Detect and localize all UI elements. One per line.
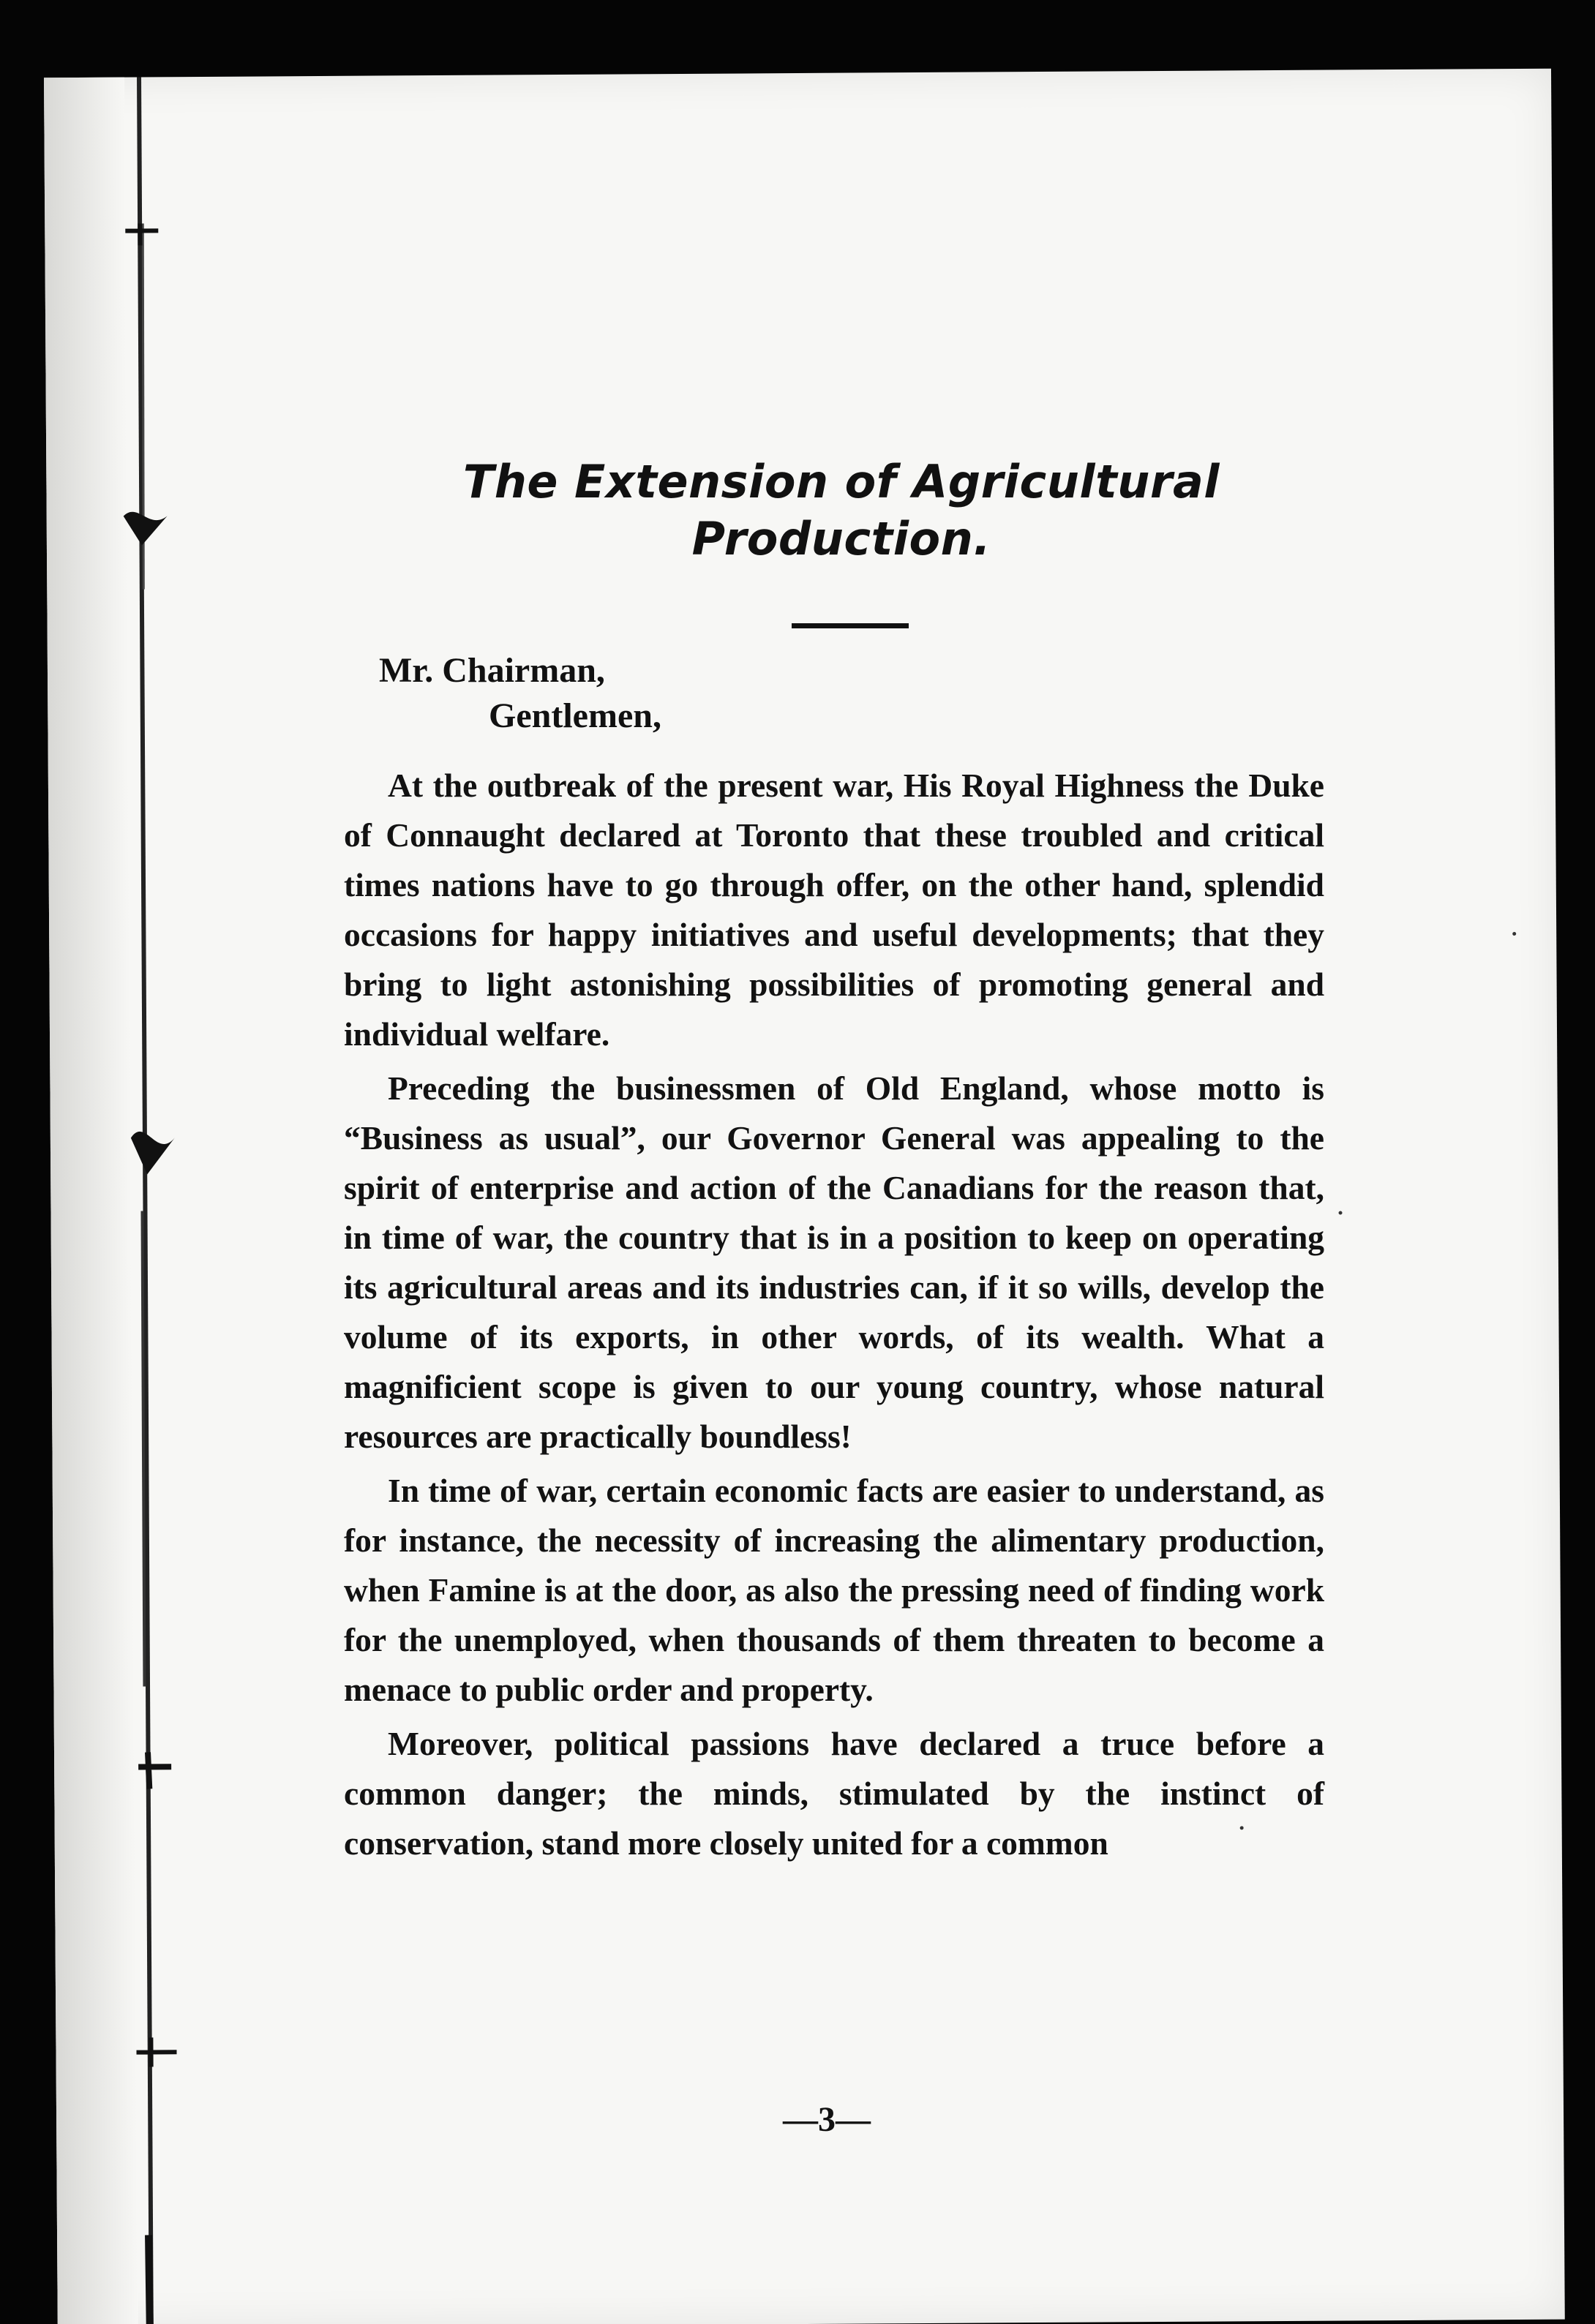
salutation [379,648,661,739]
title-line-1: The Extension of Agricultural [462,455,1220,508]
binding-stitch [95,77,197,2324]
salutation-line-2: Gentlemen, [489,696,661,735]
paragraph-1: At the outbreak of the present war, His Royal Highness the Duke of Connaught declared at Toronto that these troubled and critical times nations have to go through offer, on the other hand, splendid occasions for happy initiatives and useful developments; that they bring to light astonishing possibilities of promoting general and individual welfare. [344,767,1324,1053]
salutation-line-1: Mr. Chairman, [379,651,605,690]
page-number: —3— [783,2100,871,2139]
paper-speck [1512,932,1516,936]
document-title [366,454,1317,568]
title-line-2: Production. [691,512,991,565]
paragraph-2: Preceding the businessmen of Old England, whose motto is “Business as usual”, our Governor General was appealing to the spirit of enterprise and action of the Canadians for the reason that, in time of war, the country that is in a position to keep on operating its agricultural areas and its industries can, if it so wills, develop the volume of its exports, in other words, of its wealth. What a magnificient scope is given to our young country, whose natural resources are practically boundless! [344,1069,1324,1455]
paper-speck [1339,1211,1343,1214]
paragraph-4: Moreover, political passions have declared a truce before a common danger; the minds, stimulated by the instinct of conservation, stand more closely united for a common [344,1725,1324,1862]
paragraph-3: In time of war, certain economic facts are easier to understand, as for instance, the necessity of increasing the alimentary production, when Famine is at the door, as also the pressing need of finding work for the unemployed, when thousands of them threaten to become a menace to public order and property. [344,1472,1324,1708]
body-text [344,761,1324,1873]
title-divider [792,623,909,628]
